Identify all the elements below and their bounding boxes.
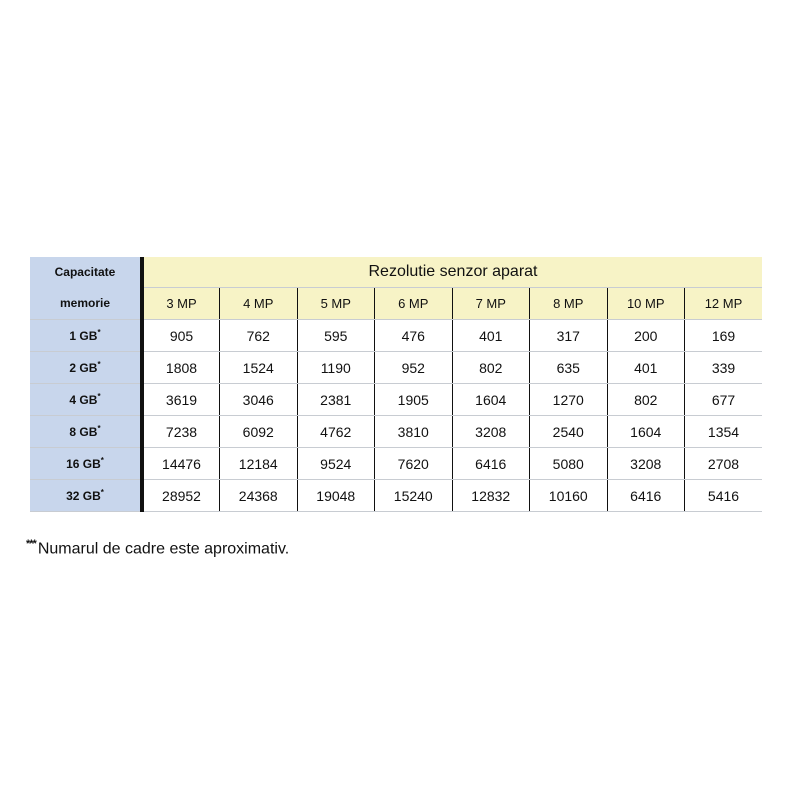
table-row — [30, 448, 762, 480]
header-row-top — [30, 257, 762, 288]
column-header: 7 MP — [452, 288, 530, 320]
table-cell: 2381 — [297, 384, 375, 416]
row-label-text: 4 GB — [69, 392, 98, 407]
table-cell: 1905 — [375, 384, 453, 416]
row-label-text: 1 GB — [69, 328, 98, 343]
table-cell: 5416 — [685, 480, 763, 512]
corner-header-capacitate: Capacitate — [30, 257, 142, 288]
table-cell: 6092 — [220, 416, 298, 448]
table-cell: 15240 — [375, 480, 453, 512]
table-cell: 401 — [452, 320, 530, 352]
table-cell: 401 — [607, 352, 685, 384]
table-cell: 802 — [452, 352, 530, 384]
row-label-marker: * — [100, 455, 104, 465]
table-cell: 19048 — [297, 480, 375, 512]
table-cell: 3208 — [607, 448, 685, 480]
table-cell: 802 — [607, 384, 685, 416]
table-cell: 476 — [375, 320, 453, 352]
table-body — [30, 320, 762, 512]
table-cell: 9524 — [297, 448, 375, 480]
column-header: 12 MP — [685, 288, 763, 320]
capacity-table — [30, 257, 762, 512]
footnote-marker: *** — [26, 538, 36, 550]
table-cell: 3619 — [142, 384, 220, 416]
table-cell: 12832 — [452, 480, 530, 512]
table-cell: 14476 — [142, 448, 220, 480]
table-cell: 1354 — [685, 416, 763, 448]
table-cell: 595 — [297, 320, 375, 352]
footnote — [26, 538, 289, 558]
table-cell: 7620 — [375, 448, 453, 480]
table-cell: 6416 — [607, 480, 685, 512]
table-cell: 677 — [685, 384, 763, 416]
table-cell: 3046 — [220, 384, 298, 416]
row-label — [30, 448, 142, 480]
footnote-text: Numarul de cadre este aproximativ. — [37, 540, 290, 558]
table-cell: 2540 — [530, 416, 608, 448]
column-header: 5 MP — [297, 288, 375, 320]
row-label-text: 8 GB — [69, 424, 98, 439]
row-label-marker: * — [97, 359, 101, 369]
table-cell: 4762 — [297, 416, 375, 448]
table-cell: 7238 — [142, 416, 220, 448]
row-label — [30, 416, 142, 448]
column-header: 10 MP — [607, 288, 685, 320]
column-header: 3 MP — [142, 288, 220, 320]
table-cell: 1604 — [452, 384, 530, 416]
table-cell: 6416 — [452, 448, 530, 480]
table-row — [30, 320, 762, 352]
table-cell: 10160 — [530, 480, 608, 512]
table-cell: 952 — [375, 352, 453, 384]
table-row — [30, 384, 762, 416]
table-cell: 3810 — [375, 416, 453, 448]
table-cell: 28952 — [142, 480, 220, 512]
corner-header-memorie: memorie — [30, 288, 142, 320]
row-label — [30, 384, 142, 416]
row-label — [30, 480, 142, 512]
table-cell: 24368 — [220, 480, 298, 512]
row-label-marker: * — [97, 391, 101, 401]
row-label-text: 2 GB — [69, 360, 98, 375]
column-header: 8 MP — [530, 288, 608, 320]
column-group-header: Rezolutie senzor aparat — [142, 257, 762, 288]
table-cell: 1190 — [297, 352, 375, 384]
table-cell: 169 — [685, 320, 763, 352]
table-cell: 762 — [220, 320, 298, 352]
table-cell: 339 — [685, 352, 763, 384]
row-label — [30, 352, 142, 384]
table-row — [30, 352, 762, 384]
table-cell: 12184 — [220, 448, 298, 480]
row-label-text: 32 GB — [66, 488, 101, 503]
table-cell: 3208 — [452, 416, 530, 448]
table-cell: 1524 — [220, 352, 298, 384]
column-header: 6 MP — [375, 288, 453, 320]
table-row — [30, 480, 762, 512]
row-label-marker: * — [97, 327, 101, 337]
row-label-text: 16 GB — [66, 456, 101, 471]
table-cell: 1604 — [607, 416, 685, 448]
table-cell: 200 — [607, 320, 685, 352]
row-label-marker: * — [97, 423, 101, 433]
table-cell: 635 — [530, 352, 608, 384]
row-label — [30, 320, 142, 352]
row-label-marker: * — [100, 487, 104, 497]
table-cell: 1270 — [530, 384, 608, 416]
table-cell: 5080 — [530, 448, 608, 480]
header-row-resolutions — [30, 288, 762, 320]
table-cell: 1808 — [142, 352, 220, 384]
table-cell: 2708 — [685, 448, 763, 480]
table-row — [30, 416, 762, 448]
table-cell: 317 — [530, 320, 608, 352]
table-cell: 905 — [142, 320, 220, 352]
column-header: 4 MP — [220, 288, 298, 320]
